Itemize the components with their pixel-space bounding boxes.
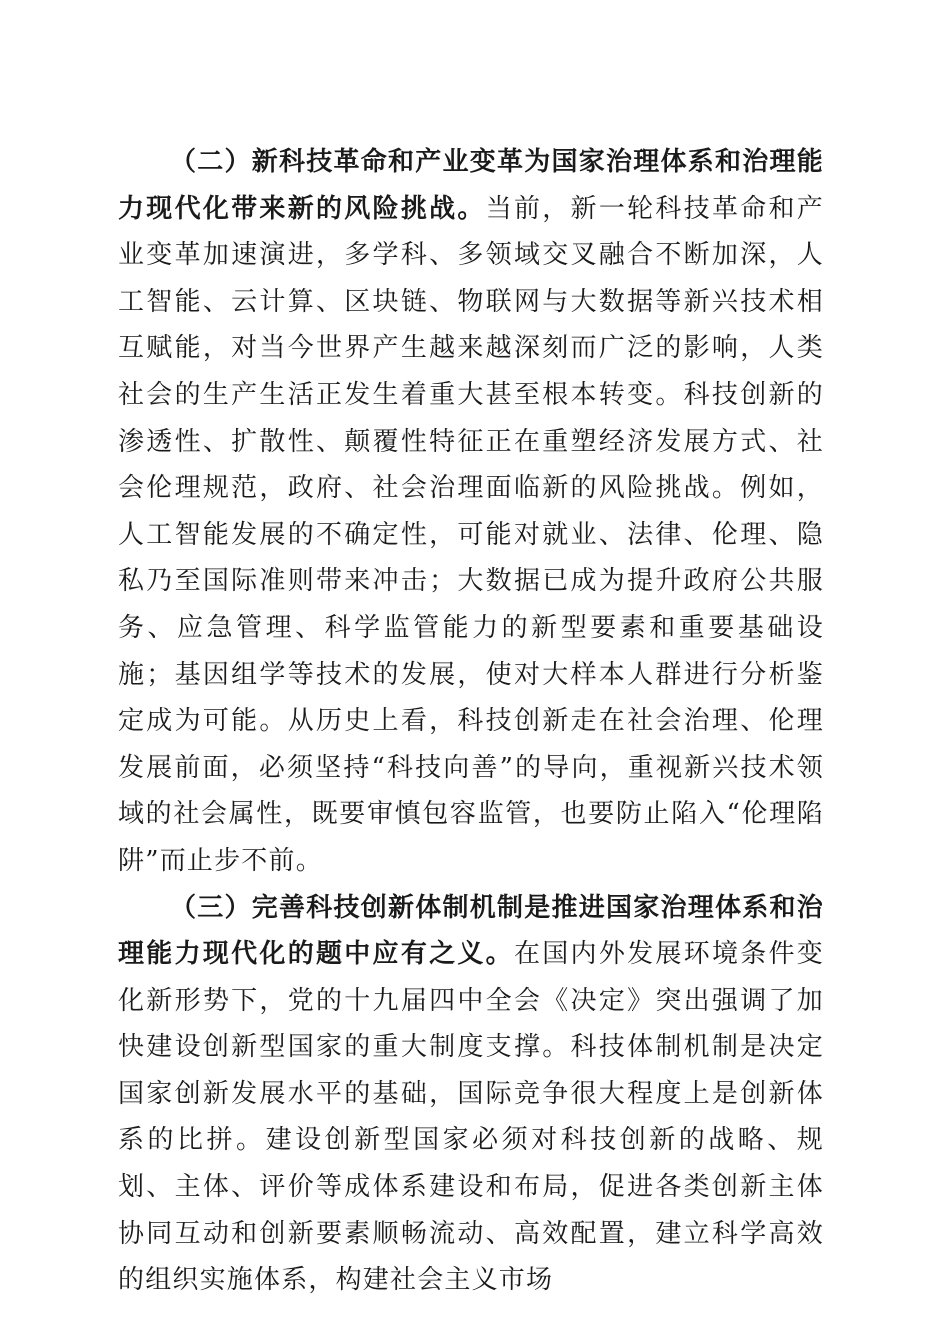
paragraph-body: 当前，新一轮科技革命和产业变革加速演进，多学科、多领域交叉融合不断加深，人工智能、云计算、区块链、物联网与大数据等新兴技术相互赋能，对当今世界产生越来越深刻而广泛的影响，人类社会的生产生活正发生着重大甚至根本转变。科技创新的渗透性、扩散性、颠覆性特征正在重塑经济发展方式、社会伦理规范，政府、社会治理面临新的风险挑战。例如，人工智能发展的不确定性，可能对就业、法律、伦理、隐私乃至国际准则带来冲击；大数据已成为提升政府公共服务、应急管理、科学监管能力的新型要素和重要基础设施；基因组学等技术的发展，使对大样本人群进行分析鉴定成为可能。从历史上看，科技创新走在社会治理、伦理发展前面，必须坚持“科技向善”的导向，重视新兴技术领域的社会属性，既要审慎包容监管，也要防止陷入“伦理陷阱”而止步不前。 — [118, 193, 824, 876]
paragraph-innovation-system — [118, 885, 824, 1304]
document-page — [118, 139, 824, 1304]
paragraph-body: 在国内外发展环境条件变化新形势下，党的十九届四中全会《决定》突出强调了加快建设创新型国家的重大制度支撑。科技体制机制是决定国家创新发展水平的基础，国际竞争很大程度上是创新体系的比拼。建设创新型国家必须对科技创新的战略、规划、主体、评价等成体系建设和布局，促进各类创新主体协同互动和创新要素顺畅流动、高效配置，建立科学高效的组织实施体系，构建社会主义市场 — [118, 939, 824, 1296]
paragraph-heading: （三）完善科技创新体制机制是推进国家治理体系和治理能力现代化的题中应有之义。 — [118, 892, 824, 970]
paragraph-technology-revolution — [118, 139, 824, 885]
paragraph-heading: （二）新科技革命和产业变革为国家治理体系和治理能力现代化带来新的风险挑战。 — [118, 147, 824, 224]
